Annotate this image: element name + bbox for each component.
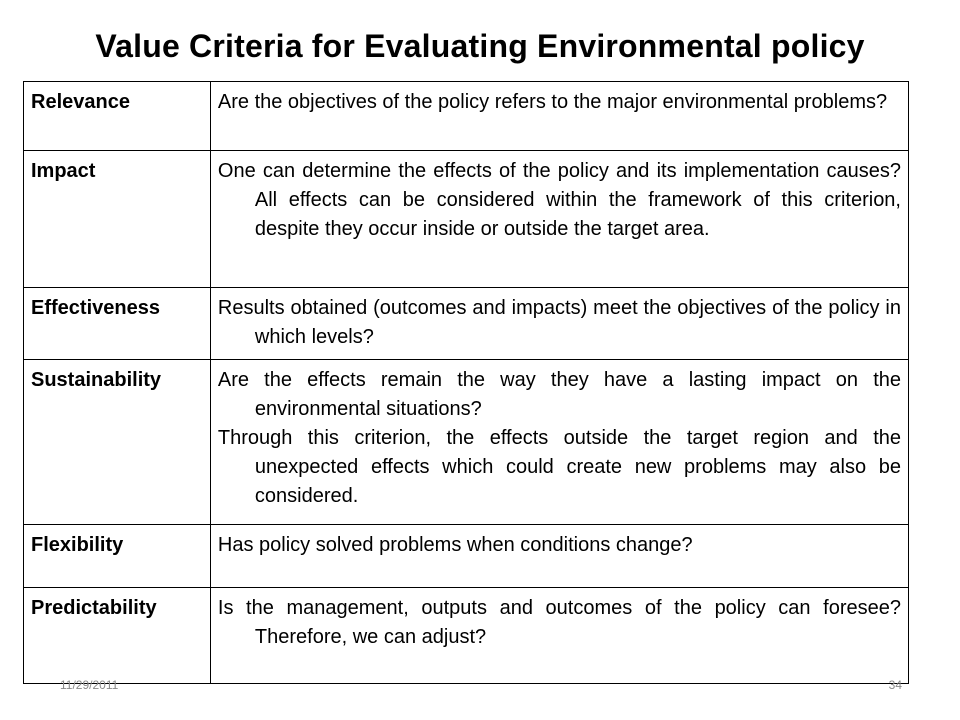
slide-title: Value Criteria for Evaluating Environmental policy <box>95 28 865 64</box>
criterion-description <box>210 588 908 684</box>
criterion-term: Effectiveness <box>24 288 211 360</box>
table-row <box>24 288 909 360</box>
description-paragraph: Are the effects remain the way they have a lasting impact on the environmental situations? <box>217 369 901 420</box>
criterion-description <box>210 82 908 151</box>
criterion-description <box>210 525 908 588</box>
table-row <box>24 525 909 588</box>
criterion-term: Sustainability <box>24 360 211 525</box>
criterion-term: Flexibility <box>24 525 211 588</box>
criterion-description <box>210 288 908 360</box>
criterion-description <box>210 151 908 288</box>
table-row <box>24 360 909 525</box>
criterion-term: Predictability <box>24 588 211 684</box>
footer-page-number: 34 <box>888 678 902 692</box>
table-row <box>24 151 909 288</box>
criteria-table <box>23 81 909 684</box>
description-paragraph: Through this criterion, the effects outside the target region and the unexpected effects which could create new problems may also be considered. <box>217 427 901 507</box>
description-paragraph: Are the objectives of the policy refers to the major environmental problems? <box>217 91 888 113</box>
criterion-term: Relevance <box>24 82 211 151</box>
footer-date: 11/29/2011 <box>60 678 119 692</box>
description-paragraph: Results obtained (outcomes and impacts) meet the objectives of the policy in which levels? <box>217 297 901 348</box>
criterion-term: Impact <box>24 151 211 288</box>
description-paragraph: One can determine the effects of the policy and its implementation causes? All effects can be considered within the framework of this criterion, despite they occur inside or outside the target area. <box>217 160 901 240</box>
description-paragraph: Has policy solved problems when conditions change? <box>217 534 693 556</box>
description-paragraph: Is the management, outputs and outcomes of the policy can foresee? Therefore, we can adjust? <box>217 597 901 648</box>
criterion-description <box>210 360 908 525</box>
table-row <box>24 588 909 684</box>
table-row <box>24 82 909 151</box>
